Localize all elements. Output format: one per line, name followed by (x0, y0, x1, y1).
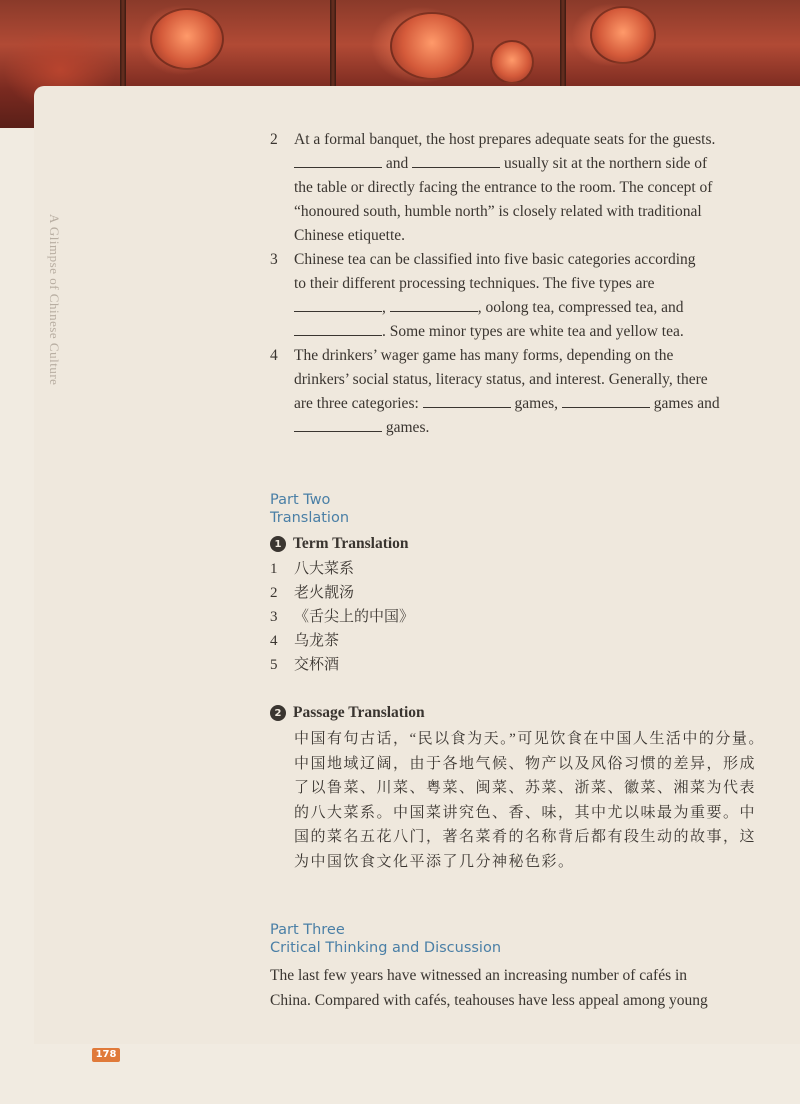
term-translation-heading: 1 Term Translation (270, 535, 409, 553)
question-number: 2 (270, 131, 278, 148)
answer-blank[interactable] (562, 392, 650, 408)
part-title: Part Two (270, 492, 331, 508)
part-subtitle: Critical Thinking and Discussion (270, 940, 502, 956)
answer-blank[interactable] (390, 296, 478, 312)
question-2 (270, 128, 770, 248)
question-line: are three categories: games, games and (294, 392, 770, 416)
section-number-badge: 1 (270, 536, 286, 552)
paragraph-line: China. Compared with cafés, teahouses have less appeal among young (270, 992, 708, 1009)
answer-blank[interactable] (294, 416, 382, 432)
paragraph-line: The last few years have witnessed an increasing number of cafés in (270, 967, 688, 984)
question-line: , , oolong tea, compressed tea, and (294, 296, 770, 320)
passage-translation-heading: 2 Passage Translation (270, 704, 425, 722)
term-item: 2 老火靓汤 (270, 585, 355, 601)
answer-blank[interactable] (412, 152, 500, 168)
answer-blank[interactable] (294, 296, 382, 312)
part-two-heading (270, 491, 349, 527)
question-3 (270, 248, 770, 344)
question-line: The drinkers’ wager game has many forms, depending on the (294, 347, 674, 364)
part-subtitle: Translation (270, 510, 350, 526)
question-line: the table or directly facing the entrance to the room. The concept of (294, 179, 713, 196)
page-number-badge: 178 (92, 1048, 120, 1062)
part-three-heading (270, 921, 501, 957)
term-item: 5 交杯酒 (270, 657, 340, 673)
question-line: to their different processing techniques. The five types are (294, 275, 655, 292)
section-number-badge: 2 (270, 705, 286, 721)
question-4 (270, 344, 770, 440)
answer-blank[interactable] (294, 152, 382, 168)
question-number: 4 (270, 347, 278, 364)
lantern-image (490, 40, 534, 84)
question-line: Chinese tea can be classified into five basic categories according (294, 251, 696, 268)
answer-blank[interactable] (423, 392, 511, 408)
question-line: “honoured south, humble north” is closely related with traditional (294, 203, 702, 220)
lantern-image (590, 6, 656, 64)
term-item: 1 八大菜系 (270, 561, 355, 577)
answer-blank[interactable] (294, 320, 382, 336)
question-line: Chinese etiquette. (294, 227, 406, 244)
lantern-image (390, 12, 474, 80)
question-line: and usually sit at the northern side of (294, 152, 770, 176)
part-title: Part Three (270, 922, 345, 938)
term-item: 3 《舌尖上的中国》 (270, 609, 415, 625)
discussion-paragraph (270, 963, 770, 1013)
running-side-title: A Glimpse of Chinese Culture (47, 214, 62, 386)
question-line: games. (294, 416, 770, 440)
chinese-passage: 中国有句古话，“民以食为天。”可见饮食在中国人生活中的分量。中国地域辽阔，由于各地气候、物产以及风俗习惯的差异，形成了以鲁菜、川菜、粤菜、闽菜、苏菜、浙菜、徽菜、湘菜为代表的八大菜系。中国菜讲究色、香、味，其中尤以味最为重要。中国的菜名五花八门，著名菜肴的名称背后都有段生动的故事，这为中国饮食文化平添了几分神秘色彩。 (294, 731, 765, 870)
term-item: 4 乌龙茶 (270, 633, 340, 649)
question-line: At a formal banquet, the host prepares adequate seats for the guests. (294, 131, 716, 148)
lantern-image (150, 8, 224, 70)
question-line: drinkers’ social status, literacy status, and interest. Generally, there (294, 371, 708, 388)
question-number: 3 (270, 251, 278, 268)
question-line: . Some minor types are white tea and yellow tea. (294, 320, 770, 344)
